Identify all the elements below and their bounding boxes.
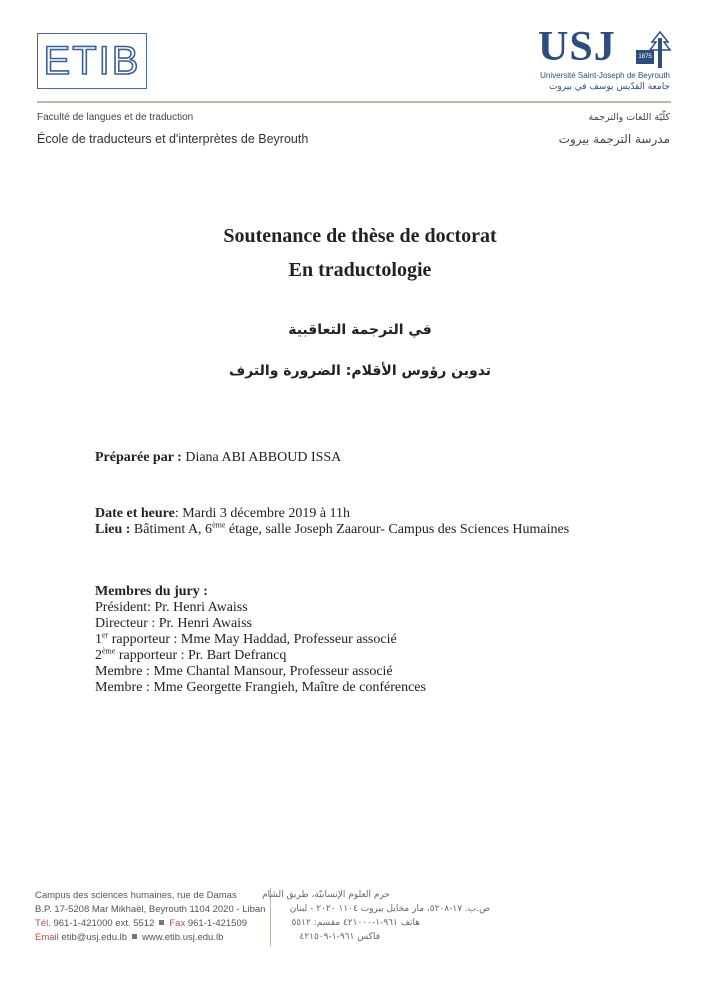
etib-logo-text: ETIB — [43, 39, 141, 83]
arabic-title-2: تدوين رؤوس الأقلام: الضرورة والترف — [228, 363, 492, 379]
prepared-by — [95, 450, 341, 466]
jury-director: Directeur : Pr. Henri Awaiss — [95, 616, 252, 631]
fax-label: Fax — [169, 918, 186, 929]
jury-rapporteur-2 — [95, 648, 286, 664]
usj-logo-year: 1875 — [636, 50, 654, 64]
place-value-a: Bâtiment A, 6 — [130, 522, 213, 537]
place-sup: ème — [212, 520, 226, 530]
rapp1-num: 1 — [95, 632, 102, 647]
tel-value: 961-1-421000 ext. 5512 — [50, 918, 155, 929]
jury-rapporteur-1 — [95, 632, 397, 648]
header-divider — [37, 101, 671, 103]
etib-logo — [37, 33, 147, 89]
rapp2-text: rapporteur : Pr. Bart Defrancq — [115, 648, 287, 663]
rapp2-num: 2 — [95, 648, 102, 663]
thesis-title: Soutenance de thèse de doctorat — [223, 225, 497, 247]
usj-tree-icon — [648, 30, 672, 68]
date-value: : Mardi 3 décembre 2019 à 11h — [174, 506, 351, 521]
school-name-fr: École de traducteurs et d'interprètes de Beyrouth — [37, 132, 309, 146]
faculty-name-ar: كلّيّة اللغات والترجمة — [588, 112, 670, 123]
footer-ar-bp: ص.ب. ١٧-٥٢٠٨، مار مخايل بيروت ١١٠٤ ٢٠٢٠ - لبنان — [289, 904, 490, 914]
tel-label: Tél. — [35, 918, 51, 929]
school-name-ar: مدرسة الترجمة بيروت — [558, 132, 670, 146]
jury-heading — [95, 584, 208, 600]
usj-logo: USJ — [538, 24, 616, 70]
footer-contact — [35, 932, 223, 943]
footer-bp: B.P. 17-5208 Mar Mikhaël, Beyrouth 1104 2020 - Liban — [35, 904, 266, 915]
jury-member-1: Membre : Mme Chantal Mansour, Professeur associé — [95, 664, 393, 679]
jury-president: Président: Pr. Henri Awaiss — [95, 600, 248, 615]
jury-member-2: Membre : Mme Georgette Frangieh, Maître de conférences — [95, 680, 426, 695]
website-link[interactable]: www.etib.usj.edu.lb — [142, 932, 224, 943]
footer-phone — [35, 918, 247, 929]
arabic-title-1: في الترجمة التعاقبية — [288, 322, 432, 338]
footer-campus: Campus des sciences humaines, rue de Damas — [35, 890, 237, 901]
prepared-by-value: Diana ABI ABBOUD ISSA — [181, 450, 342, 465]
fax-value: 961-1-421509 — [185, 918, 248, 929]
place — [95, 522, 569, 538]
usj-name-fr: Université Saint-Joseph de Beyrouth — [540, 71, 670, 80]
usj-name-ar: جامعة القدّيس يوسف في بيروت — [548, 82, 670, 92]
place-label: Lieu : — [95, 522, 131, 537]
jury-heading-text: Membres du jury : — [95, 584, 208, 599]
faculty-name-fr: Faculté de langues et de traduction — [37, 112, 194, 123]
rapp2-sup: ème — [102, 646, 116, 656]
separator-square-icon — [132, 934, 137, 939]
footer-ar-campus: حرم العلوم الإنسانيّة، طريق الشام — [262, 890, 390, 900]
rapp1-text: rapporteur : Mme May Haddad, Professeur associé — [108, 632, 397, 647]
footer-ar-fax: فاكس ٩٦١-١-٤٢١٥٠٩ — [299, 932, 380, 942]
place-value-b: étage, salle Joseph Zaarour- Campus des Sciences Humaines — [225, 522, 570, 537]
thesis-field: En traductologie — [288, 259, 432, 281]
footer-ar-tel: هاتف ٩٦١-١-٤٢١٠٠٠ مقسم: ٥٥١٢ — [291, 918, 420, 928]
prepared-by-label: Préparée par : — [95, 450, 182, 465]
email-label: Email — [35, 932, 59, 943]
date-label: Date et heure — [95, 506, 175, 521]
rapp1-sup: er — [102, 630, 109, 640]
email-link[interactable]: etib@usj.edu.lb — [58, 932, 128, 943]
separator-square-icon — [159, 920, 164, 925]
